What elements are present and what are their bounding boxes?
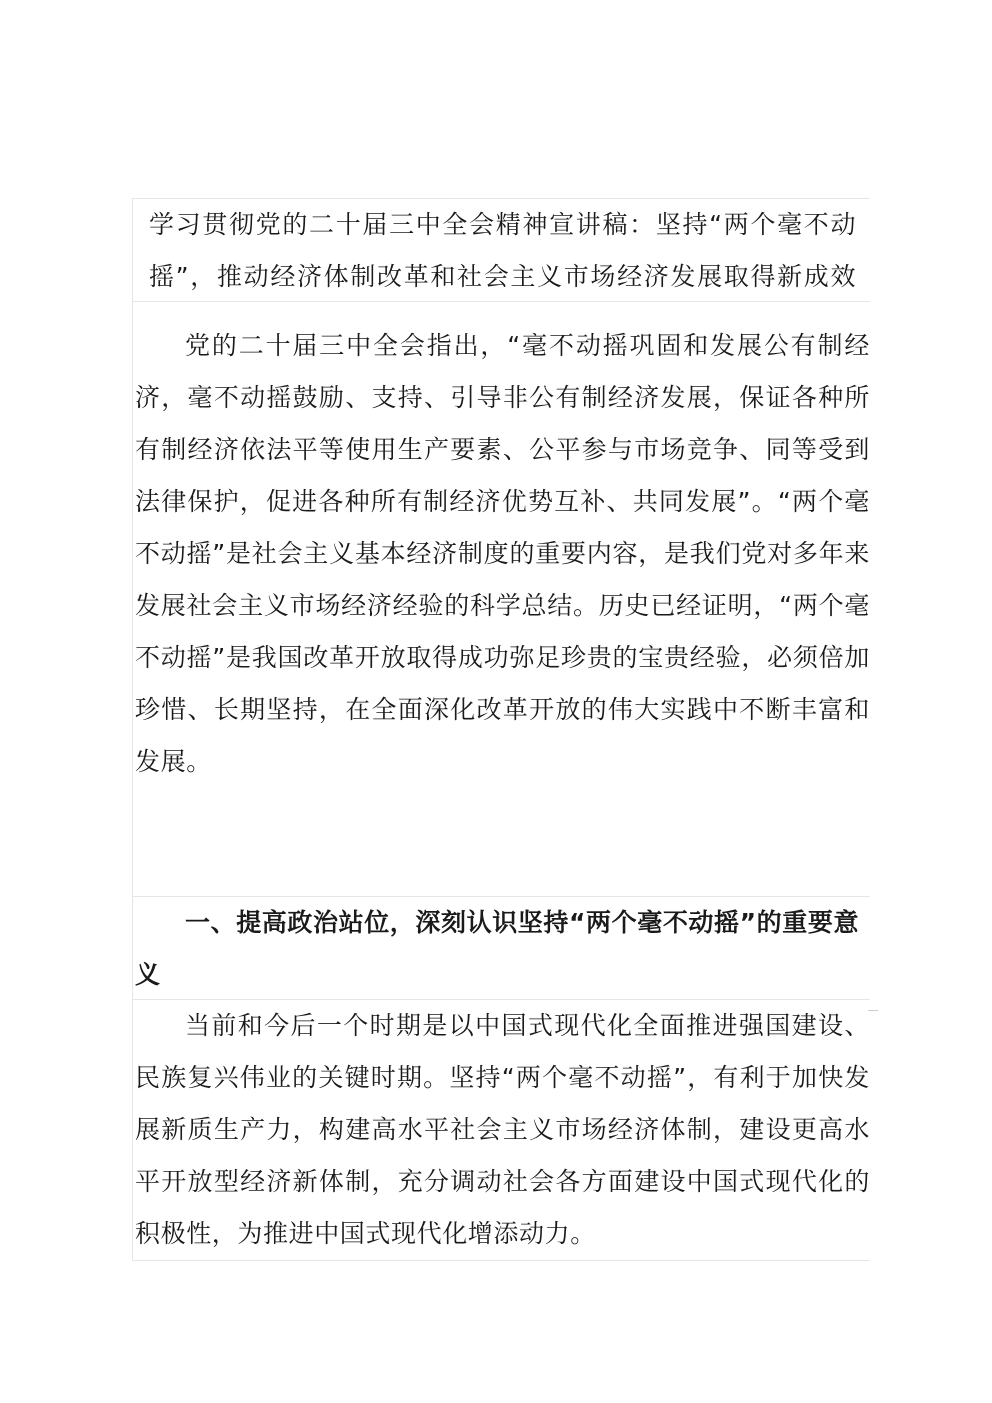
intro-paragraph: 党的二十届三中全会指出，“毫不动摇巩固和发展公有制经济，毫不动摇鼓励、支持、引导非公有制经济发展，保证各种所有制经济依法平等使用生产要素、公平参与市场竞争、同等受到法律保护，促进各种所有制经济优势互补、共同发展”。“两个毫不动摇”是社会主义基本经济制度的重要内容，是我们党对多年来发展社会主义市场经济经验的科学总结。历史已经证明，“两个毫不动摇”是我国改革开放取得成功弥足珍贵的宝贵经验，必须倍加珍惜、长期坚持，在全面深化改革开放的伟大实践中不断丰富和发展。 (135, 331, 870, 776)
intro-block (132, 301, 870, 897)
section-body-block (132, 999, 870, 1261)
section-heading: 一、提高政治站位，深刻认识坚持“两个毫不动摇”的重要意义 (135, 908, 860, 989)
document-page (132, 198, 870, 1261)
document-title: 学习贯彻党的二十届三中全会精神宣讲稿：坚持“两个毫不动摇”，推动经济体制改革和社会主义市场经济发展取得新成效 (149, 210, 856, 291)
corner-mark (868, 1010, 878, 1011)
title-block (132, 198, 870, 302)
section-heading-block (132, 896, 870, 1000)
section-paragraph: 当前和今后一个时期是以中国式现代化全面推进强国建设、民族复兴伟业的关键时期。坚持“两个毫不动摇”，有利于加快发展新质生产力，构建高水平社会主义市场经济体制，建设更高水平开放型经济新体制，充分调动社会各方面建设中国式现代化的积极性，为推进中国式现代化增添动力。 (135, 1011, 870, 1248)
